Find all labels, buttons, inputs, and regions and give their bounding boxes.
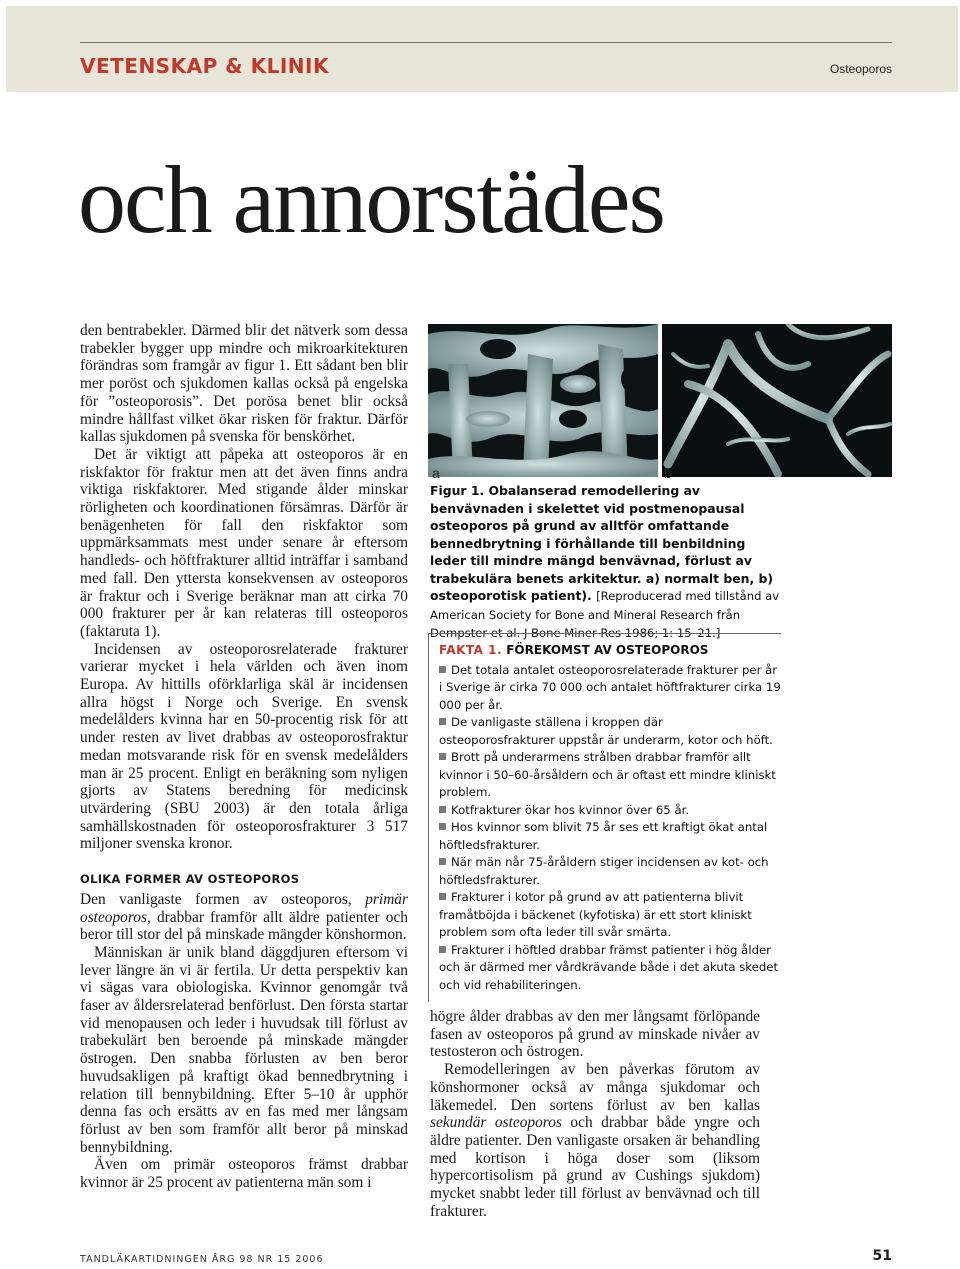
- fact-box-heading: FÖREKOMST AV OSTEOPOROS: [506, 643, 709, 657]
- fact-box: [428, 633, 781, 1002]
- fact-box-title: [439, 642, 781, 660]
- fact-text: Frakturer i höftled drabbar främst patienter i hög ålder och är därmed mer vårdkrävande både i det akuta skedet och vid rehabiliteringen.: [439, 942, 779, 992]
- fact-text: Frakturer i kotor på grund av att patienterna blivit framåtböjda i bäckenet (kyfotiska) är ett stort kliniskt problem som ofta leder till svår smärta.: [439, 890, 752, 939]
- paragraph: Även om primär osteoporos främst drabbar kvinnor är 25 procent av patienterna män som i: [80, 1156, 408, 1192]
- fact-item: [439, 854, 781, 889]
- paragraph: den bentrabekler. Därmed blir det nätverk som dessa trabekler bygger upp mindre och mikroarkitekturen förändras som framgår av figur 1. Ett sådant ben blir mer poröst och sjukdomen kallas också på engelska för ”osteoporosis”. Det porösa benet blir också mindre hållfast vilket ökar risken för fraktur. Därför kallas sjukdomen på svenska för benskörhet.: [80, 322, 408, 446]
- paragraph: Människan är unik bland däggdjuren eftersom vi lever längre än vi är fertila. Ur detta perspektiv kan vi sägas vara obiologiska. Kvinnor genomgår två faser av åldersrelaterad benförlust. Den första startar vid menopausen och leder i huvudsak till förlust av trabekulärt ben beroende på minskade mängder östrogen. Den snabba förlusten av ben beror huvudsakligen på kraftigt ökad bennedbrytning i relation till bennybildning. Efter 5–10 år upphör denna fas och ersätts av en fas med mer långsam förlust av ben som framför allt beror på minskad bennybildning.: [80, 943, 408, 1156]
- fact-item: [439, 819, 781, 854]
- page-number: 51: [872, 1248, 892, 1264]
- paragraph: högre ålder drabbas av den mer långsamt förlöpande fasen av osteoporos på grund av minskade nivåer av testosteron och östrogen.: [430, 1008, 760, 1061]
- fact-box-tag: FAKTA 1.: [439, 643, 503, 657]
- right-column: [430, 1008, 760, 1220]
- fact-text: De vanligaste ställena i kroppen där osteoporosfrakturer uppstår är underarm, kotor och höft.: [439, 715, 773, 747]
- topic-label: Osteoporos: [829, 62, 892, 76]
- emphasis: sekundär osteoporos: [430, 1114, 562, 1132]
- text-run: Remodelleringen av ben påverkas förutom av könshormoner också av många sjukdomar och läkemedel. Den sortens förlust av ben kallas: [430, 1061, 760, 1114]
- figure-caption: [430, 482, 780, 643]
- figure-label-b: b: [664, 465, 672, 481]
- text-run: , drabbar framför allt äldre patienter och beror till stor del på minskade mängder könshormon.: [80, 908, 408, 944]
- square-bullet-icon: [439, 718, 446, 725]
- caption-reference: [Reproducerad med tillstånd av American Society for Bone and Mineral Research från Dempster et al. J Bone Miner Res 1986; 1: 15–21.]: [430, 589, 780, 640]
- fact-text: Brott på underarmens strålben drabbar framför allt kvinnor i 50–60-årsåldern och är oftast ett mindre kliniskt problem.: [439, 750, 776, 799]
- article-headline: och annorstädes: [78, 146, 664, 253]
- fact-text: Kotfrakturer ökar hos kvinnor över 65 år.: [451, 802, 690, 817]
- square-bullet-icon: [439, 823, 446, 830]
- fact-text: Det totala antalet osteoporosrelaterade frakturer per år i Sverige är cirka 70 000 och antalet höftfrakturer cirka 19 000 per år.: [439, 662, 781, 712]
- square-bullet-icon: [439, 666, 446, 673]
- square-bullet-icon: [439, 806, 446, 813]
- emphasis: primär osteoporos: [80, 890, 408, 926]
- fact-item: [439, 889, 781, 942]
- figure-label-a: a: [432, 465, 440, 481]
- fact-item: [439, 714, 781, 749]
- subheading: OLIKA FORMER AV OSTEOPOROS: [80, 872, 300, 887]
- text-run: och drabbar både yngre och äldre patienter. Den vanligaste orsaken är behandling med kortison i höga doser som (liksom hypercortisolism på grund av Cushings sjukdom) mycket snabbt leder till förlust av benvävnad och till frakturer.: [430, 1114, 760, 1220]
- paragraph: Det är viktigt att påpeka att osteoporos är en riskfaktor för fraktur men att det även finns andra viktiga riskfaktorer. Med stigande ålder minskar rörligheten och koordinationen försämras. Därför är benägenheten för fall den riskfaktor som uppmärksammats mest under senare år eftersom handleds- och höftfrakturer alltid inträffar i samband med fall. Den yttersta konsekvensen av osteoporos är fraktur och i Sverige beräknar man att cirka 70 000 frakturer per år kan relateras till osteoporos (faktaruta 1).: [80, 445, 408, 640]
- fact-item: [439, 802, 781, 820]
- paragraph: [80, 891, 408, 944]
- caption-text: Figur 1. Obalanserad remodellering av benvävnaden i skelettet vid postmenopausal osteoporos på grund av alltför omfattande bennedbrytning i förhållande till benbildning leder till mindre mängd benvävnad, förlust av trabekulära benets arkitektur. a) normalt ben, b) osteoporotisk patient).: [430, 483, 774, 603]
- footer-journal: TANDLÄKARTIDNINGEN ÅRG 98 NR 15 2006: [80, 1254, 324, 1265]
- square-bullet-icon: [439, 753, 446, 760]
- paragraph: [430, 1061, 760, 1220]
- header-rule: [80, 42, 892, 43]
- paragraph: Incidensen av osteoporosrelaterade frakturer varierar mycket i hela världen och även inom Europa. Av hittills oförklarliga skäl är incidensen allra högst i Norge och Sverige. En svensk medelålders kvinna har en 50-procentig risk för att under resten av livet drabbas av osteoporosfraktur medan motsvarande risk för en svensk medelålders man är 25 procent. Enligt en beräkning som nyligen gjorts av Statens beredning för medicinsk utvärdering (SBU 2003) är den totala årliga samhällskostnaden för osteoporosfrakturer 3 517 miljoner svenska kronor.: [80, 640, 408, 853]
- square-bullet-icon: [439, 858, 446, 865]
- fact-item: [439, 942, 781, 995]
- text-run: Den vanligaste formen av osteoporos,: [80, 890, 366, 908]
- header-band: [6, 6, 958, 92]
- left-column: [80, 322, 408, 1192]
- section-label: VETENSKAP & KLINIK: [80, 54, 329, 78]
- fact-text: När män når 75-åråldern stiger incidensen av kot- och höftledsfrakturer.: [439, 855, 769, 887]
- fact-text: Hos kvinnor som blivit 75 år ses ett kraftigt ökat antal höftledsfrakturer.: [439, 820, 768, 852]
- bone-micrograph-figure: [428, 324, 892, 477]
- fact-item: [439, 662, 781, 715]
- square-bullet-icon: [439, 946, 446, 953]
- square-bullet-icon: [439, 893, 446, 900]
- bone-micrograph-image: [428, 324, 892, 477]
- fact-item: [439, 749, 781, 802]
